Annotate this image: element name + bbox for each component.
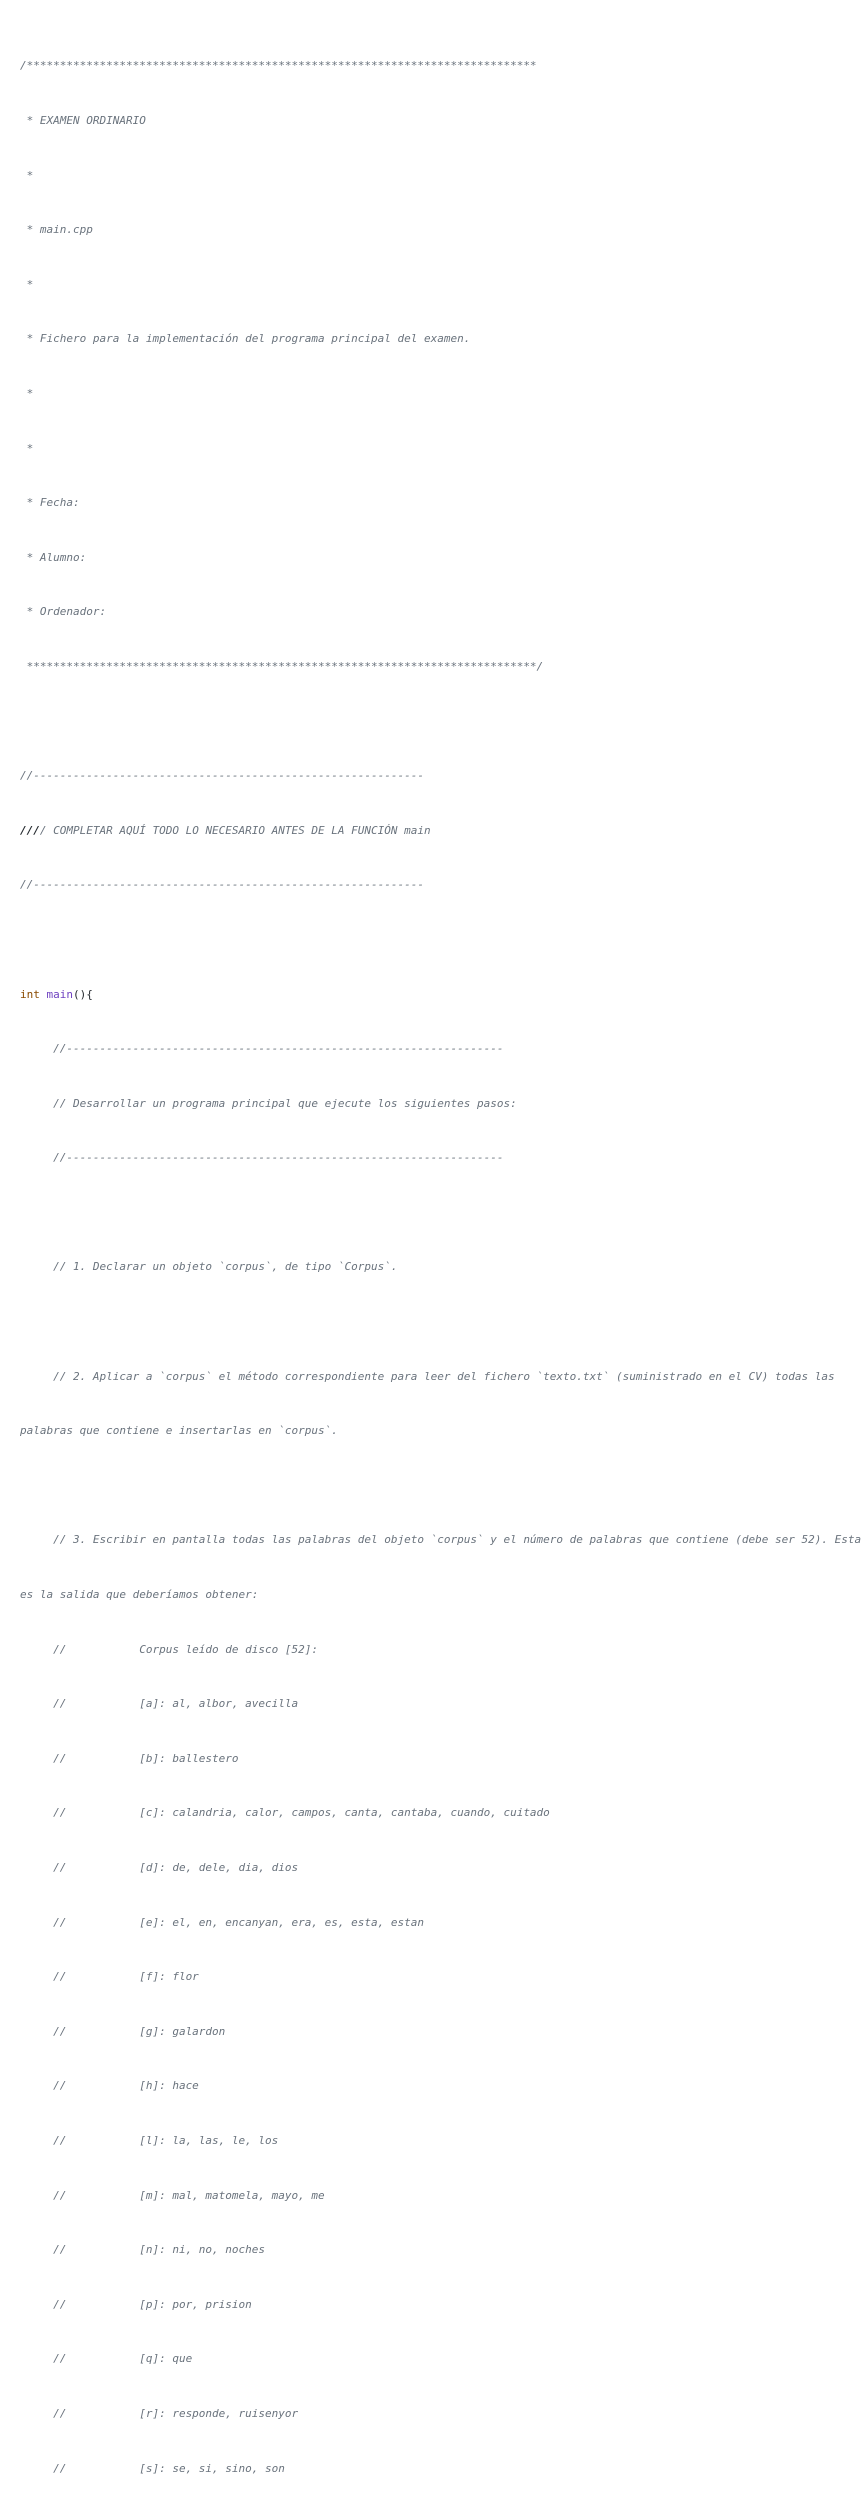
code-line: * EXAMEN ORDINARIO [20,114,146,127]
code-line: * [20,168,34,182]
code-line [20,1477,848,1495]
code-line: // Desarrollar un programa principal que ejecute los siguientes pasos: [20,1096,517,1110]
code-line: //------------------------------------------------------------------ [20,1151,504,1165]
code-line: * [20,277,34,291]
main-signature [20,986,848,1004]
code-line: // [q]: que [20,2352,193,2366]
code-line: // [d]: de, dele, dia, dios [20,1861,299,1874]
blank-line [20,931,848,949]
code-line: * main.cpp [20,223,93,237]
code-line: // [b]: ballestero [20,1751,239,1765]
code-line [20,822,848,840]
function-name: main [46,987,73,1001]
code-line: // [r]: responde, ruisenyor [20,2406,299,2420]
comment-prefix: /// [20,823,40,837]
code-line [20,1313,848,1331]
code-line: es la salida que deberíamos obtener: [20,1588,259,1602]
code-line: //----------------------------------------------------------- [20,878,424,892]
code-line: *****************************************************************************/ [20,659,544,673]
code-line: //----------------------------------------------------------- [20,769,424,783]
code-line: // [l]: la, las, le, los [20,2133,279,2147]
code-line: // 3. Escribir en pantalla todas las palabras del objeto `corpus` y el número de palabras que contiene (debe ser 52). Esta [20,1533,861,1547]
code-line: // [a]: al, albor, avecilla [20,1697,299,1711]
code-line: * Alumno: [20,550,87,564]
code-line: // 2. Aplicar a `corpus` el método correspondiente para leer del fichero `texto.txt` (suministrado en el CV) todas las [20,1369,835,1383]
code-line: // [n]: ni, no, noches [20,2243,266,2257]
comment-text: / COMPLETAR AQUÍ TODO LO NECESARIO ANTES DE LA FUNCIÓN main [39,823,431,837]
blank-line [20,713,848,731]
code-line: // [h]: hace [20,2079,199,2093]
code-editor[interactable] [20,21,861,2496]
code-line: //------------------------------------------------------------------ [20,1042,504,1056]
code-line: // [c]: calandria, calor, campos, canta, cantaba, cuando, cuitado [20,1806,550,1820]
code-line: * Fecha: [20,496,80,510]
code-line: // Corpus leído de disco [52]: [20,1642,319,1656]
code-line: // [p]: por, prision [20,2297,252,2311]
code-line: // [f]: flor [20,1970,199,1984]
keyword-int: int [20,987,40,1001]
code-line: // [e]: el, en, encanyan, era, es, esta, estan [20,1915,424,1929]
code-line: palabras que contiene e insertarlas en `corpus`. [20,1424,338,1438]
code-line [20,1204,848,1222]
code-line: // [s]: se, si, sino, son [20,2461,285,2475]
code-line: * Ordenador: [20,605,107,619]
code-line: // [m]: mal, matomela, mayo, me [20,2188,325,2202]
code-line: // 1. Declarar un objeto `corpus`, de tipo `Corpus`. [20,1260,398,1274]
code-line: /***************************************************************************** [20,59,537,73]
code-line: * [20,441,34,455]
code-line: * Fichero para la implementación del programa principal del examen. [20,332,471,346]
code-line: // [g]: galardon [20,2024,226,2038]
signature-rest: (){ [73,987,93,1001]
code-line: * [20,386,34,400]
